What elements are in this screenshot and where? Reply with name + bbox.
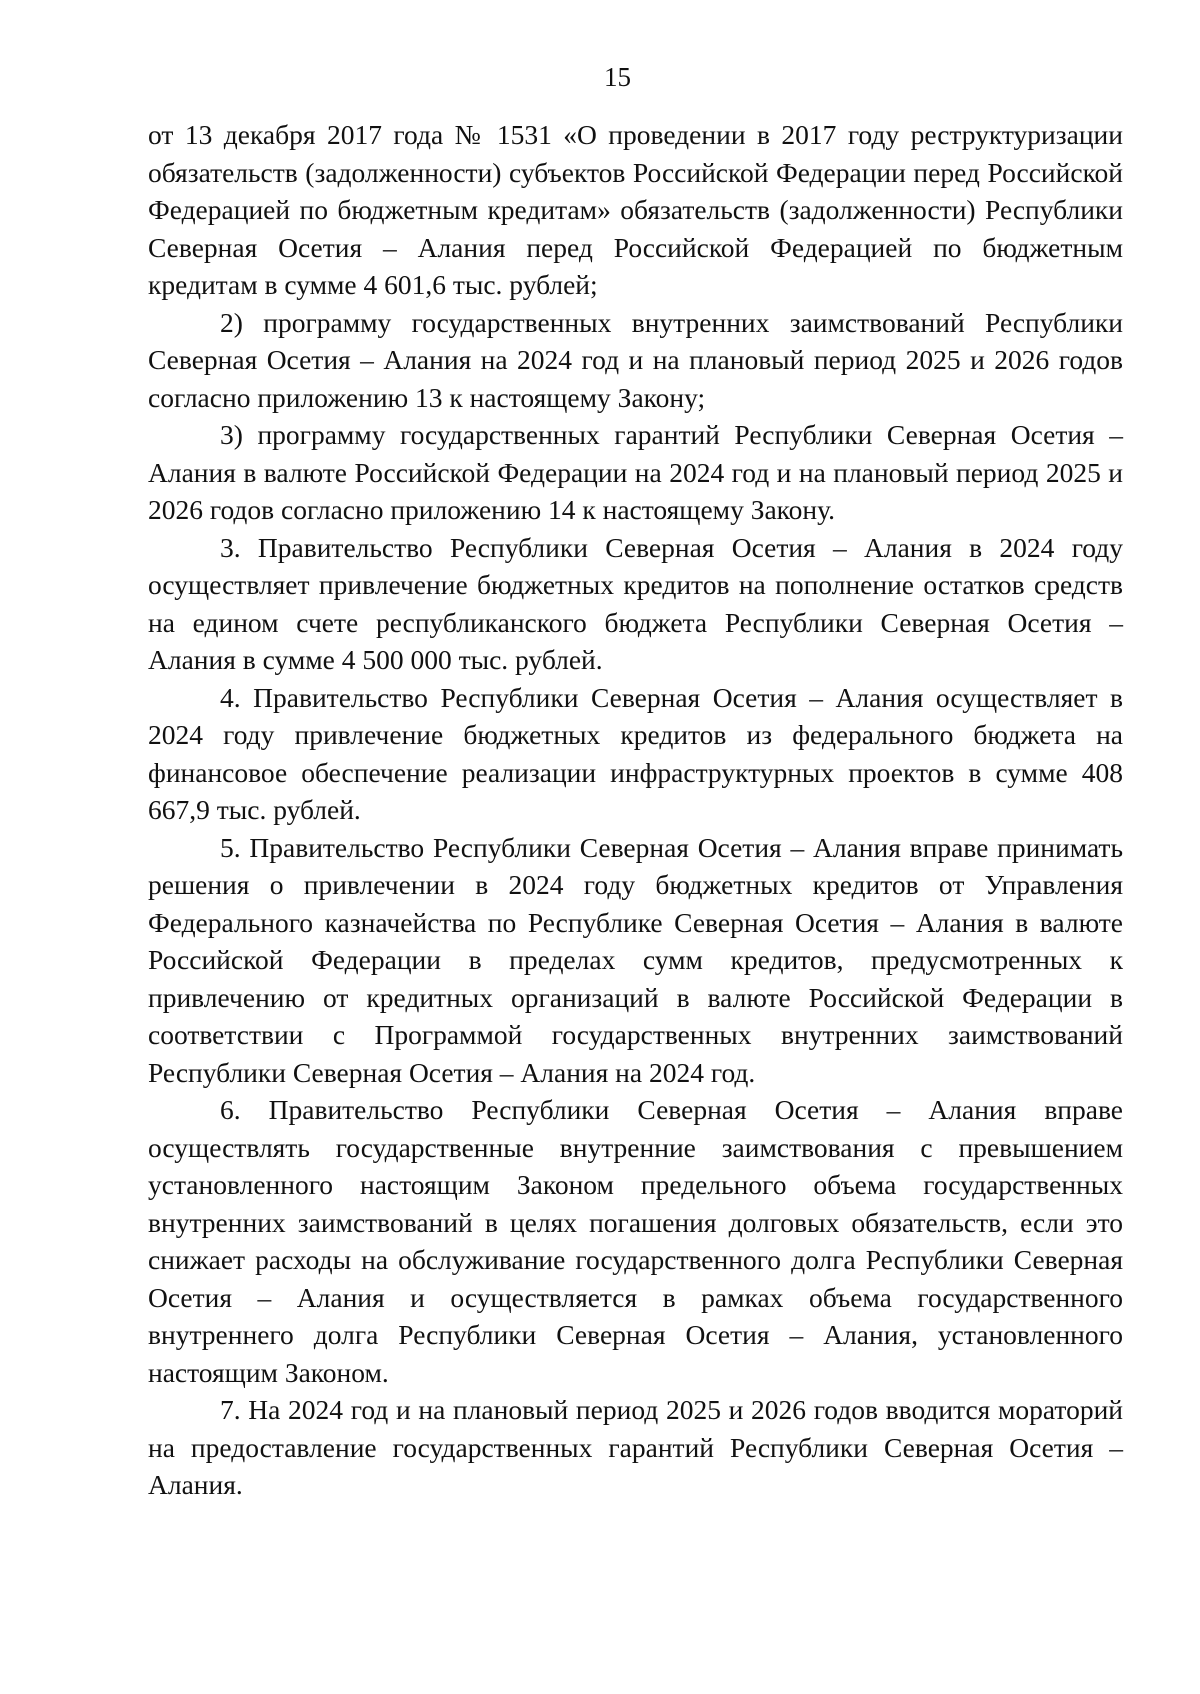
paragraph: 6. Правительство Республики Северная Осетия – Алания вправе осуществлять государственные внутренние заимствования с превышением установленного настоящим Законом предельного объема государственных внутренних заимствований в целях погашения долговых обязательств, если это снижает расходы на обслуживание государственного долга Республики Северная Осетия – Алания и осуществляется в рамках объема государственного внутреннего долга Республики Северная Осетия – Алания, установленного настоящим Законом. [148, 1094, 1123, 1388]
paragraph: 3. Правительство Республики Северная Осетия – Алания в 2024 году осуществляет привлечение бюджетных кредитов на пополнение остатков средств на едином счете республиканского бюджета Республики Северная Осетия – Алания в сумме 4 500 000 тыс. рублей. [148, 531, 1123, 675]
page-number: 15 [604, 62, 631, 92]
paragraph: 4. Правительство Республики Северная Осетия – Алания осуществляет в 2024 году привлечение бюджетных кредитов из федерального бюджета на финансовое обеспечение реализации инфраструктурных проектов в сумме 408 667,9 тыс. рублей. [148, 681, 1123, 825]
paragraph: от 13 декабря 2017 года № 1531 «О проведении в 2017 году реструктуризации обязательств (задолженности) субъектов Российской Федерации перед Российской Федерацией по бюджетным кредитам» обязательств (задолженности) Республики Северная Осетия – Алания перед Российской Федерацией по бюджетным кредитам в сумме 4 601,6 тыс. рублей; [148, 119, 1123, 300]
paragraph: 5. Правительство Республики Северная Осетия – Алания вправе принимать решения о привлечении в 2024 году бюджетных кредитов от Управления Федерального казначейства по Республике Северная Осетия – Алания в валюте Российской Федерации в пределах сумм кредитов, предусмотренных к привлечению от кредитных организаций в валюте Российской Федерации в соответствии с Программой государственных внутренних заимствований Республики Северная Осетия – Алания на 2024 год. [148, 831, 1123, 1088]
paragraph: 2) программу государственных внутренних заимствований Республики Северная Осетия – Алания на 2024 год и на плановый период 2025 и 2026 годов согласно приложению 13 к настоящему Закону; [148, 306, 1123, 413]
paragraph: 7. На 2024 год и на плановый период 2025 и 2026 годов вводится мораторий на предоставление государственных гарантий Республики Северная Осетия – Алания. [148, 1394, 1123, 1500]
document-body [148, 116, 1123, 1504]
paragraph: 3) программу государственных гарантий Республики Северная Осетия – Алания в валюте Российской Федерации на 2024 год и на плановый период 2025 и 2026 годов согласно приложению 14 к настоящему Закону. [148, 419, 1123, 525]
